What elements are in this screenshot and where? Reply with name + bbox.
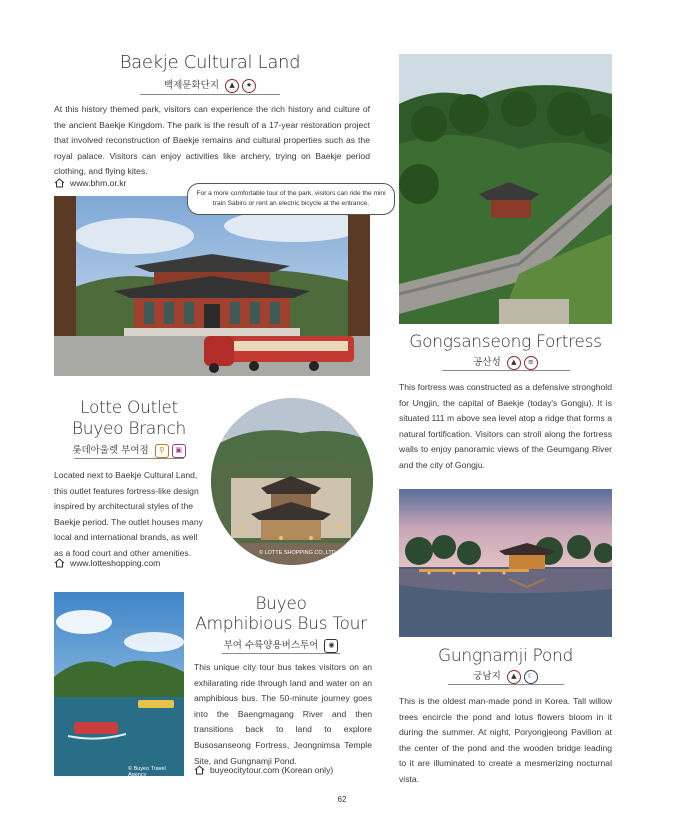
baekje-korean-label: 백제문화단지	[163, 80, 220, 91]
gongsanseong-body: This fortress was constructed as a defensive stronghold for Ungjin, the capital of Baekje (today's Gongju). It is situated 111 m above sea level atop a ridge that forms a natural fortification. Visitors can stroll along the fortress walls to enjoy panoramic views of the Geumgang River and the city of Gongju.	[399, 382, 612, 470]
baekje-website-text: www.bhm.or.kr	[70, 178, 127, 188]
gongsanseong-title: Gongsanseong Fortress	[409, 332, 602, 352]
bus-rule	[222, 653, 340, 654]
restroom-icon: ≡	[524, 356, 538, 370]
bus-title-line1: Buyeo	[255, 594, 307, 614]
bus-website-text: buyeocitytour.com (Korean only)	[210, 765, 334, 775]
bus-photo-credit: © Buyeo Travel Agency	[128, 766, 166, 776]
baekje-body: At this history themed park, visitors can experience the rich history and culture of the ancient Baekje Kingdom. The park is the result of a 17-year restoration project that involved reconstruction of Baekje remains and cultural properties such as the royal palace. Visitors can enjoy activities like archery, trying on Baekje period clothing, and flying kites.	[54, 104, 370, 177]
baekje-rule	[140, 94, 280, 95]
gongsanseong-photo	[399, 54, 612, 324]
restroom-icon: ⚲	[155, 444, 169, 458]
bus-title-line2: Amphibious Bus Tour	[195, 614, 367, 634]
camera-icon: ◉	[324, 639, 338, 653]
amphibious-bus-photo	[54, 592, 184, 776]
lotte-outlet-photo	[211, 398, 373, 565]
gongsanseong-rule	[442, 370, 570, 371]
tip-text: For a more comfortable tour of the park, visitors can ride the mini train Sabiro or rent an electric bicycle at the entrance.	[196, 190, 386, 207]
award-icon: ★	[242, 79, 256, 93]
korean-hat-icon: ▲	[225, 79, 239, 93]
lotte-website-link[interactable]	[54, 558, 160, 568]
baekje-palace-photo	[54, 196, 370, 376]
home-globe-icon	[54, 558, 65, 568]
lotte-title-line2: Buyeo Branch	[71, 419, 187, 439]
moon-icon: ☾	[524, 670, 538, 684]
gungnamji-korean-title	[399, 668, 612, 684]
baekje-title: Baekje Cultural Land	[119, 52, 301, 73]
gungnamji-body: This is the oldest man-made pond in Korea. Tall willow trees encircle the pond and lotus flowers bloom in it during the summer. At night, Poryongjeong Pavilion at the center of the pond and the wooden bridge leading to it are illuminated to create a mesmerizing nocturnal vista.	[399, 696, 612, 784]
tip-speech-bubble	[187, 183, 395, 215]
bus-body: This unique city tour bus takes visitors on an exhilarating ride through land and water on an amphibious bus. The 50-minute journey goes into the Baengmagang River and then transitions back to land to explore Busosanseong Fortress, Jeongnimsa Temple Site, and Gungnamji Pond.	[194, 662, 372, 766]
bus-website-link[interactable]	[194, 765, 333, 775]
lotte-rule	[74, 458, 184, 459]
bus-korean-title	[190, 637, 372, 653]
gongsanseong-korean-label: 공산성	[473, 357, 501, 368]
gungnamji-photo	[399, 489, 612, 637]
baekje-korean-title	[100, 77, 320, 93]
bus-korean-label: 부여 수륙양용버스투어	[223, 640, 319, 651]
gongsanseong-korean-title	[399, 354, 612, 370]
korean-hat-icon: ▲	[507, 356, 521, 370]
lotte-website-text: www.lotteshopping.com	[70, 558, 161, 568]
home-globe-icon	[54, 178, 65, 188]
page-number: 62	[337, 795, 347, 804]
shopping-bag-icon: ▣	[172, 444, 186, 458]
gungnamji-title: Gungnamji Pond	[438, 646, 573, 666]
lotte-korean-title	[54, 442, 204, 458]
korean-hat-icon: ▲	[507, 670, 521, 684]
gungnamji-korean-label: 궁남지	[473, 671, 501, 682]
home-globe-icon	[194, 765, 205, 775]
lotte-photo-credit: © LOTTE SHOPPING CO.,LTD.	[259, 550, 338, 556]
lotte-body: Located next to Baekje Cultural Land, this outlet features fortress-like design inspired by architectural styles of the Baekje period. The outlet houses many local and international brands, as well as a food court and other amenities.	[54, 470, 203, 558]
lotte-korean-label: 롯데아울렛 부여점	[72, 445, 149, 456]
gungnamji-rule	[448, 684, 564, 685]
lotte-title-line1: Lotte Outlet	[80, 398, 178, 418]
baekje-website-link[interactable]	[54, 178, 126, 188]
